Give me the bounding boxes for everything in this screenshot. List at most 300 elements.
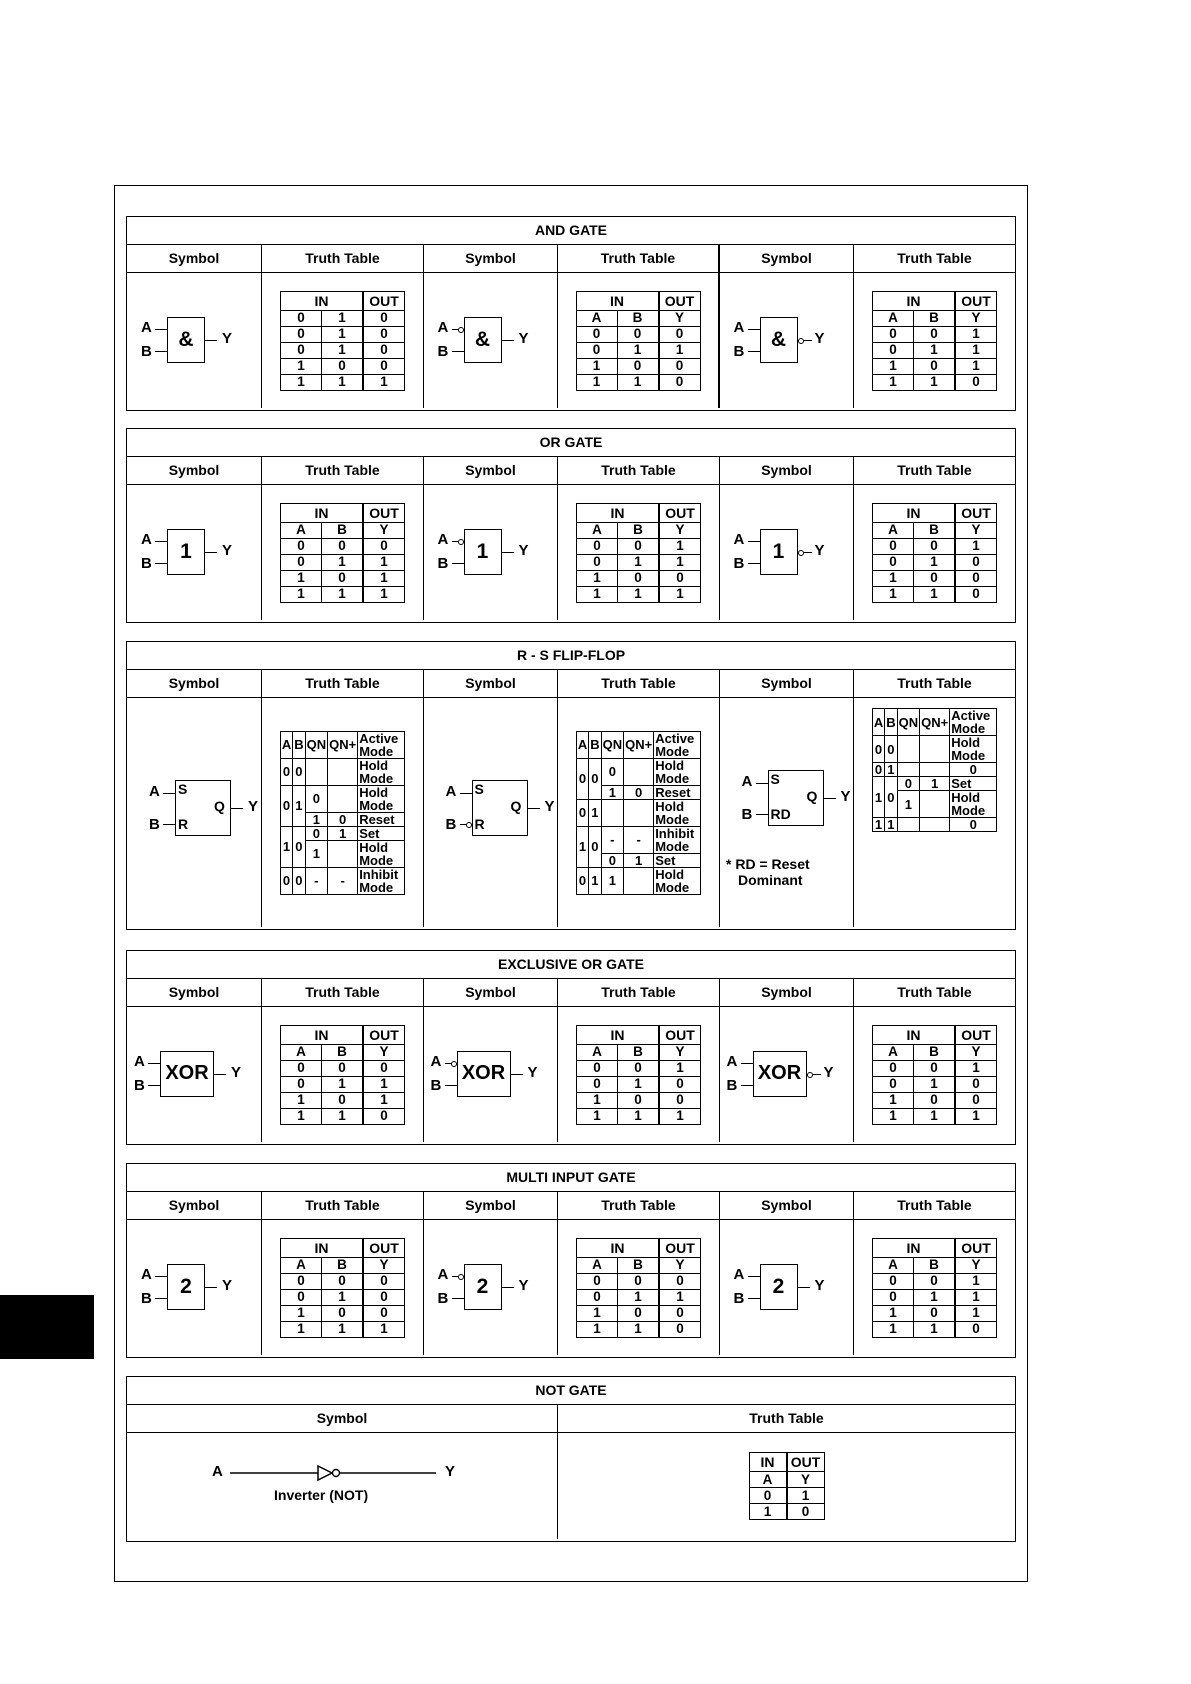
symbol-cell [423, 273, 557, 408]
input-b-wire [155, 1298, 167, 1300]
truth-table-cell [853, 273, 1015, 408]
table-cell: 1 [281, 1321, 322, 1337]
table-cell: 0 [363, 326, 405, 342]
inversion-bubble-icon [458, 327, 464, 333]
symbol-cell [423, 485, 557, 620]
b-pin-label: B [733, 342, 745, 360]
output-wire [205, 340, 217, 342]
symbol-cell [127, 273, 261, 408]
gate-box: 2 [464, 1264, 502, 1310]
table-cell: 1 [617, 374, 659, 390]
side-tab-marker [0, 1295, 94, 1359]
table-cell: 0 [618, 538, 660, 554]
symbol-header: Symbol [719, 457, 853, 484]
symbol-cell [423, 1007, 557, 1142]
table-cell: 1 [955, 358, 997, 374]
table-cell: 1 [576, 358, 617, 374]
header-row [127, 457, 1015, 485]
symbol-cell [127, 1433, 557, 1539]
symbol-cell [719, 273, 853, 408]
table-cell: B [914, 1257, 956, 1273]
symbol-header: Symbol [719, 1192, 853, 1219]
truth-table-header-row [281, 291, 405, 310]
table-row [873, 1092, 997, 1108]
in-header: IN [577, 1025, 660, 1044]
b-pin-label: B [733, 554, 745, 572]
and-gate-symbol [135, 302, 253, 380]
table-cell: A [873, 522, 914, 538]
table-cell: 0 [873, 1060, 914, 1076]
table-row [577, 1076, 701, 1092]
not-gate-section [126, 1376, 1016, 1542]
gate-box: XOR [160, 1051, 214, 1097]
table-cell: 0 [576, 342, 617, 358]
table-cell: 0 [322, 538, 364, 554]
table-row [873, 1257, 997, 1273]
xor-gate-symbol [135, 1036, 253, 1114]
output-wire [502, 1287, 514, 1289]
y-pin-label: Y [823, 1063, 834, 1081]
table-cell: 1 [281, 586, 322, 602]
gate-box: 1 [464, 529, 502, 575]
table-cell: 0 [914, 1305, 956, 1321]
table-cell: 0 [281, 1289, 322, 1305]
out-header: OUT [659, 503, 701, 522]
table-cell: 0 [749, 1488, 787, 1504]
truth-table-header: Truth Table [557, 245, 719, 272]
table-cell: 0 [281, 326, 322, 342]
table-cell: 1 [322, 1321, 364, 1337]
r-pin-label: R [178, 815, 189, 832]
output-wire [798, 1287, 810, 1289]
in-header: IN [281, 503, 364, 522]
table-cell: 1 [322, 326, 364, 342]
table-cell: 0 [281, 1076, 322, 1092]
table-cell: 1 [659, 1060, 701, 1076]
table-cell: 1 [577, 570, 618, 586]
table-cell: A [577, 1257, 618, 1273]
b-pin-label: B [733, 1289, 745, 1307]
table-row [281, 1060, 405, 1076]
table-cell: 1 [873, 570, 914, 586]
table-row [577, 570, 701, 586]
table-cell: 0 [914, 1092, 956, 1108]
input-a-wire [155, 329, 167, 331]
table-cell: 1 [281, 358, 322, 374]
table-row [281, 1289, 405, 1305]
truth-table-header: Truth Table [853, 979, 1015, 1006]
y-pin-label: Y [527, 1063, 538, 1081]
truth-table-cell [557, 1220, 719, 1355]
table-cell: 1 [955, 1060, 997, 1076]
input-b-wire [748, 1298, 760, 1300]
table-cell: 1 [363, 1321, 405, 1337]
header-row [127, 245, 1015, 273]
table-cell: 0 [576, 326, 617, 342]
inverter-symbol [212, 1451, 472, 1521]
table-cell: 1 [659, 554, 701, 570]
xor-gate-symbol [432, 1036, 550, 1114]
table-cell: 0 [955, 586, 997, 602]
truth-table-header-row [873, 291, 997, 310]
multi-input-gate-section [126, 1163, 1016, 1358]
table-cell: 0 [659, 326, 701, 342]
table-row [576, 326, 700, 342]
table-cell: 1 [659, 342, 701, 358]
input-b-wire [452, 351, 464, 353]
table-row [577, 1289, 701, 1305]
table-cell: 0 [955, 554, 997, 570]
table-cell: Y [787, 1472, 825, 1488]
symbol-cell [719, 485, 853, 620]
input-b-wire [748, 351, 760, 353]
table-cell: 1 [363, 570, 405, 586]
table-row [577, 538, 701, 554]
out-header: OUT [363, 1025, 405, 1044]
table-cell: 0 [873, 554, 914, 570]
table-cell: 1 [577, 1305, 618, 1321]
table-cell: 0 [322, 570, 364, 586]
y-pin-label: Y [248, 797, 259, 815]
truth-table-header-row [873, 1025, 997, 1044]
in-header: IN [281, 1238, 364, 1257]
table-cell: 1 [322, 554, 364, 570]
gate-box: 1 [167, 529, 205, 575]
table-cell: 1 [363, 374, 405, 390]
table-cell: 0 [281, 1273, 322, 1289]
truth-table-cell [261, 698, 423, 927]
table-row [281, 342, 405, 358]
table-cell: Y [363, 1044, 405, 1060]
output-wire [824, 798, 836, 800]
q-pin-label: Q [806, 787, 818, 804]
symbol-header: Symbol [168, 462, 220, 478]
symbol-header: Symbol [168, 984, 220, 1000]
a-pin-label: A [141, 318, 152, 336]
table-cell: 1 [659, 1108, 701, 1124]
output-wire [813, 1074, 821, 1076]
table-cell: A [576, 310, 617, 326]
rd-pin-label: RD [770, 805, 791, 822]
table-cell: B [914, 1044, 956, 1060]
symbol-header: Symbol [316, 1410, 368, 1426]
table-cell: 0 [322, 358, 364, 374]
truth-table [576, 1025, 701, 1125]
inverter-icon [230, 1461, 436, 1485]
or-gate-symbol [432, 514, 550, 592]
table-cell: 0 [873, 1289, 914, 1305]
out-header: OUT [787, 1453, 825, 1472]
a-pin-label: A [741, 772, 753, 790]
table-row [577, 586, 701, 602]
input-a-wire [748, 329, 760, 331]
gate-row [127, 273, 1015, 408]
a-pin-label: A [212, 1463, 223, 1480]
s-pin-label: S [178, 780, 188, 797]
table-cell: 0 [873, 342, 914, 358]
truth-table-cell [853, 698, 1015, 927]
table-row [873, 1108, 997, 1124]
a-pin-label: A [726, 1052, 738, 1070]
table-row [873, 358, 997, 374]
out-header: OUT [363, 291, 405, 310]
flipflop-truth-table-3: A B QN QN+ Active Mode 0 0 Hold Mode 0 1 0 1 0 0 1 Set 1 Hold Mode 1 1 0 [872, 708, 997, 832]
table-cell: 1 [617, 342, 659, 358]
table-cell: 1 [322, 342, 364, 358]
table-cell: 0 [873, 326, 914, 342]
table-row [577, 1321, 701, 1337]
table-cell: 0 [955, 1092, 997, 1108]
table-row [577, 1108, 701, 1124]
truth-table-cell [261, 1007, 423, 1142]
out-header: OUT [955, 1238, 997, 1257]
in-header: IN [281, 1025, 364, 1044]
symbol-header: Symbol [423, 670, 557, 697]
symbol-cell [127, 698, 261, 927]
table-cell: 1 [659, 1289, 701, 1305]
table-cell: 1 [955, 342, 997, 358]
table-cell: 0 [618, 1305, 660, 1321]
table-cell: 1 [281, 1108, 322, 1124]
table-cell: 1 [577, 1321, 618, 1337]
table-cell: 0 [363, 1289, 405, 1305]
in-header: IN [281, 291, 364, 310]
table-cell: 0 [322, 1092, 364, 1108]
truth-table [872, 503, 997, 603]
a-pin-label: A [149, 782, 160, 800]
xor-gate-section [126, 950, 1016, 1145]
truth-table [280, 1025, 405, 1125]
table-cell: 1 [576, 374, 617, 390]
flipflop-truth-table-2: A B QN QN+ Active Mode 0 0 0 Hold Mode 1 0 Reset 0 1 Hold Mode 1 0 - - Inhibit Mode 0 1 Set 0 1 1 Hold Mode [576, 731, 701, 895]
table-cell: 0 [617, 358, 659, 374]
truth-table [280, 503, 405, 603]
table-cell: B [914, 310, 956, 326]
table-row [873, 554, 997, 570]
inversion-bubble-icon [451, 1061, 457, 1067]
inverter-caption: Inverter (NOT) [274, 1487, 369, 1503]
y-pin-label: Y [518, 329, 529, 347]
table-cell: 1 [955, 538, 997, 554]
table-row [281, 358, 405, 374]
table-cell: 0 [914, 1273, 956, 1289]
input-a-wire [452, 1276, 458, 1278]
table-cell: 0 [281, 554, 322, 570]
table-cell: 0 [955, 1076, 997, 1092]
table-cell: 0 [577, 1076, 618, 1092]
table-cell: 0 [873, 538, 914, 554]
gate-box: & [167, 317, 205, 363]
a-pin-label: A [430, 1052, 442, 1070]
table-cell: 0 [363, 1273, 405, 1289]
truth-table [872, 1025, 997, 1125]
symbol-header: Symbol [719, 670, 853, 697]
y-pin-label: Y [814, 1276, 825, 1294]
table-cell: 1 [363, 1076, 405, 1092]
table-row [576, 342, 700, 358]
gate-box: XOR [457, 1051, 511, 1097]
table-cell: 1 [659, 586, 701, 602]
b-pin-label: B [726, 1076, 738, 1094]
out-header: OUT [659, 291, 701, 310]
table-cell: B [618, 522, 660, 538]
table-cell: 0 [787, 1504, 825, 1520]
nand-gate-symbol [728, 302, 846, 380]
table-row [281, 538, 405, 554]
table-cell: B [322, 1257, 364, 1273]
section-title: NOT GATE [127, 1377, 1015, 1405]
table-cell: Y [955, 310, 997, 326]
symbol-header: Symbol [168, 1197, 220, 1213]
table-cell: 1 [914, 586, 956, 602]
table-row [873, 1273, 997, 1289]
section-title: OR GATE [127, 429, 1015, 457]
table-cell: 1 [955, 1289, 997, 1305]
input-a-wire [163, 793, 175, 795]
truth-table-header: Truth Table [261, 979, 423, 1006]
table-cell: 0 [659, 1076, 701, 1092]
table-row [281, 586, 405, 602]
table-row [577, 1273, 701, 1289]
gate-box: 1 [760, 529, 798, 575]
table-row [281, 1044, 405, 1060]
symbol-cell [423, 698, 557, 927]
truth-table-cell [853, 485, 1015, 620]
table-cell: 0 [659, 1092, 701, 1108]
truth-table-cell [557, 698, 719, 927]
table-cell: 0 [281, 1060, 322, 1076]
table-row [576, 310, 700, 326]
truth-table [576, 1238, 701, 1338]
truth-table [576, 503, 701, 603]
symbol-header: Symbol [168, 250, 220, 266]
table-cell: B [617, 310, 659, 326]
or-gate-section [126, 428, 1016, 623]
table-cell: 1 [281, 374, 322, 390]
table-cell: 1 [322, 1076, 364, 1092]
table-cell: 0 [618, 570, 660, 586]
table-row [749, 1488, 824, 1504]
input-b-wire [452, 1298, 464, 1300]
table-cell: 1 [873, 586, 914, 602]
y-pin-label: Y [544, 797, 555, 815]
table-cell: 0 [914, 326, 956, 342]
truth-table-cell [261, 1220, 423, 1355]
truth-table-cell [557, 485, 719, 620]
table-cell: 1 [955, 1305, 997, 1321]
table-row [281, 310, 405, 326]
input-a-wire [452, 329, 458, 331]
b-pin-label: B [134, 1076, 145, 1094]
truth-table-header-row [281, 1238, 405, 1257]
table-cell: 1 [914, 342, 956, 358]
input-a-wire [445, 1063, 451, 1065]
table-row [873, 1076, 997, 1092]
table-cell: 1 [577, 586, 618, 602]
table-row [749, 1472, 824, 1488]
table-cell: Y [363, 522, 405, 538]
table-cell: A [281, 1044, 322, 1060]
inversion-bubble-icon [458, 1274, 464, 1280]
header-row [127, 1192, 1015, 1220]
in-header: IN [873, 291, 956, 310]
inversion-bubble-icon [466, 822, 472, 828]
truth-table-header: Truth Table [557, 979, 719, 1006]
table-cell: 0 [955, 374, 997, 390]
truth-table-header: Truth Table [853, 1192, 1015, 1219]
table-row [281, 1257, 405, 1273]
q-pin-label: Q [510, 797, 522, 814]
table-cell: A [577, 522, 618, 538]
table-row [577, 522, 701, 538]
table-cell: 0 [618, 1060, 660, 1076]
output-wire [502, 552, 514, 554]
symbol-cell [719, 698, 853, 927]
table-cell: 0 [914, 1060, 956, 1076]
table-cell: B [322, 522, 364, 538]
table-cell: 0 [914, 358, 956, 374]
input-a-wire [452, 541, 458, 543]
table-cell: 1 [873, 1305, 914, 1321]
table-cell: 0 [363, 538, 405, 554]
y-pin-label: Y [814, 541, 825, 559]
table-cell: 1 [618, 1108, 660, 1124]
a-pin-label: A [733, 1265, 745, 1283]
table-cell: A [281, 522, 322, 538]
truth-table-header-row [576, 291, 700, 310]
table-row [576, 358, 700, 374]
symbol-header: Symbol [719, 979, 853, 1006]
rs-flipflop-symbol [135, 774, 259, 852]
table-cell: 0 [281, 310, 322, 326]
table-cell: 0 [577, 554, 618, 570]
truth-table-header: Truth Table [853, 457, 1015, 484]
table-cell: Y [363, 1257, 405, 1273]
not-truth-table [749, 1452, 825, 1520]
table-cell: 0 [322, 1060, 364, 1076]
table-cell: 1 [281, 1305, 322, 1321]
table-cell: 0 [955, 570, 997, 586]
table-row [577, 1305, 701, 1321]
section-title: MULTI INPUT GATE [127, 1164, 1015, 1192]
input-b-wire [460, 824, 466, 826]
table-row [873, 1060, 997, 1076]
table-cell: B [618, 1257, 660, 1273]
input-b-wire [163, 824, 175, 826]
truth-table-header: Truth Table [853, 670, 1015, 697]
truth-table-header-row [873, 503, 997, 522]
table-row [577, 1092, 701, 1108]
table-cell: Y [659, 1257, 701, 1273]
symbol-header: Symbol [423, 245, 557, 272]
truth-table-cell [261, 485, 423, 620]
table-cell: Y [659, 522, 701, 538]
section-title: EXCLUSIVE OR GATE [127, 951, 1015, 979]
input-a-wire [155, 541, 167, 543]
b-pin-label: B [437, 342, 449, 360]
rs-flipflop-section [126, 641, 1016, 930]
truth-table [576, 291, 701, 391]
truth-table-header: Truth Table [853, 245, 1015, 272]
symbol-header: Symbol [168, 675, 220, 691]
truth-table [872, 1238, 997, 1338]
nor-gate-symbol [728, 514, 846, 592]
table-row [749, 1504, 824, 1520]
symbol-cell [127, 485, 261, 620]
input-b-wire [155, 351, 167, 353]
y-pin-label: Y [840, 787, 851, 805]
truth-table [280, 291, 405, 391]
